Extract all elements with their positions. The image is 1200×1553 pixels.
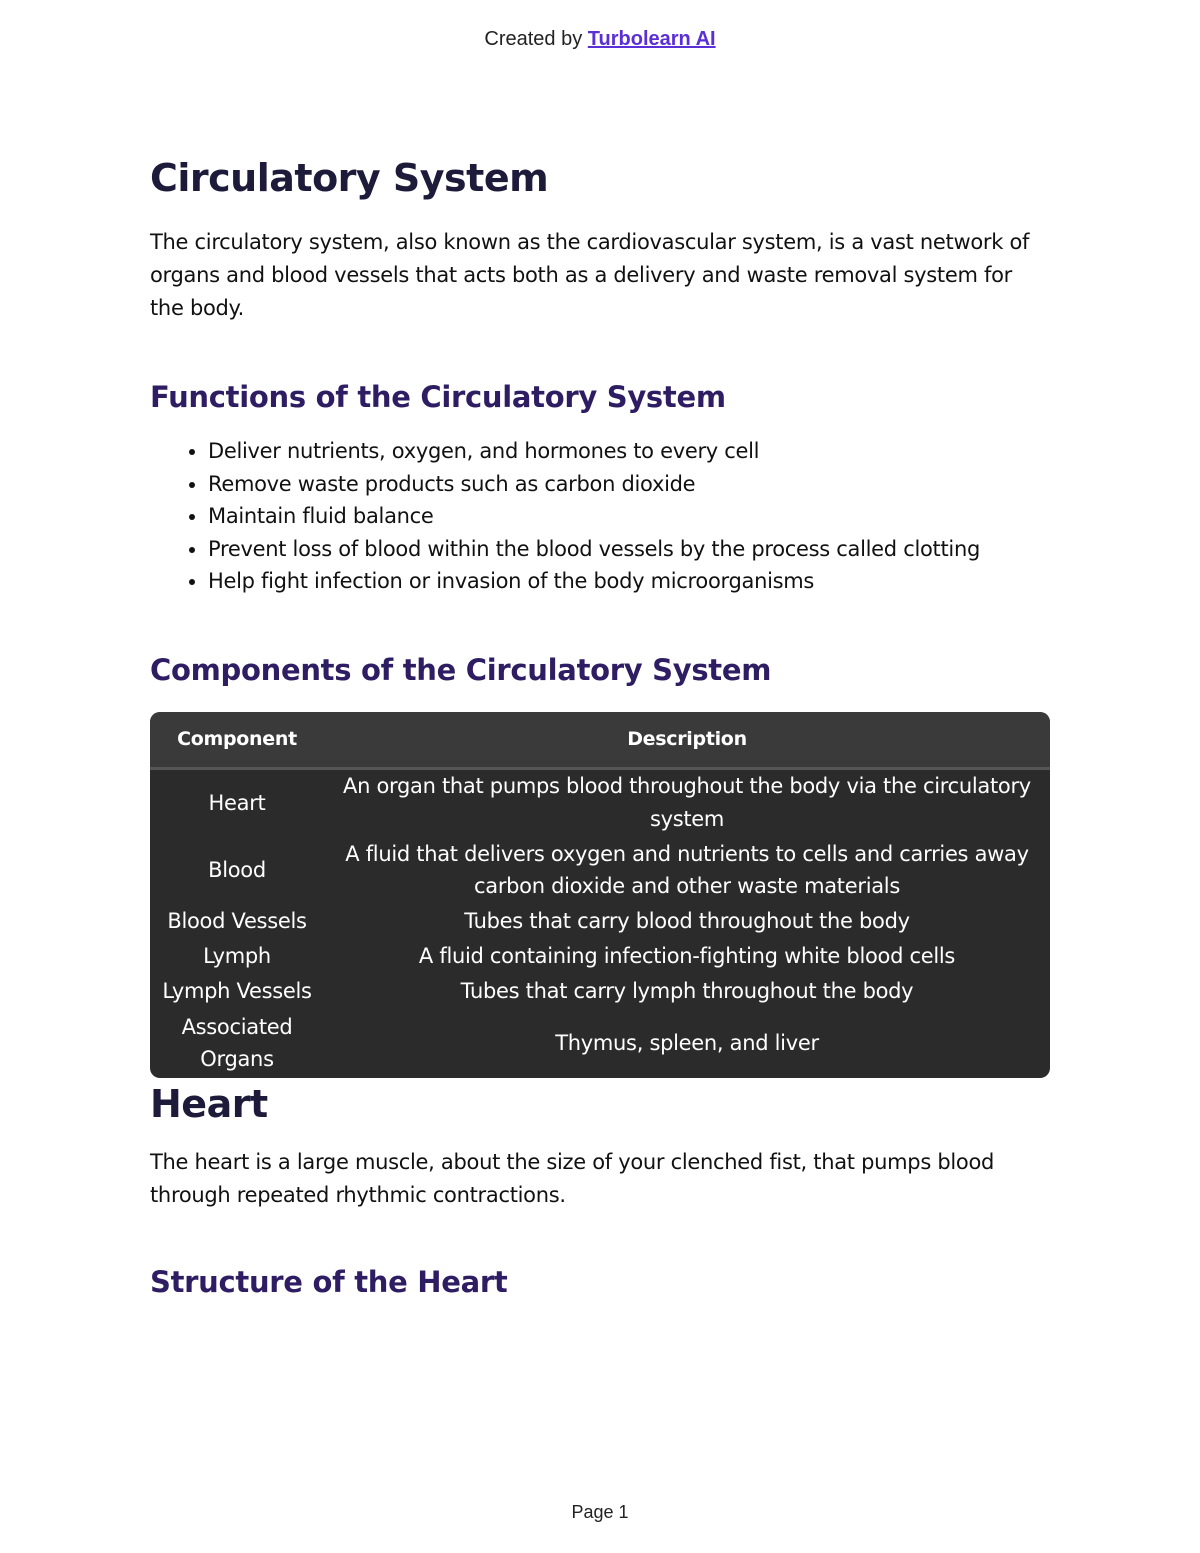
components-heading: Components of the Circulatory System [150, 652, 772, 687]
components-table-container [150, 712, 1050, 1078]
list-item: • Deliver nutrients, oxygen, and hormones to every cell [208, 435, 1050, 468]
page-title: Circulatory System [150, 156, 549, 200]
component-cell: Lymph [203, 944, 271, 969]
structure-heading: Structure of the Heart [150, 1264, 508, 1299]
page-header [0, 28, 1200, 51]
document-content [150, 150, 1050, 1302]
list-item: • Help fight infection or invasion of the body microorganisms [208, 565, 1050, 598]
components-table [150, 712, 1050, 1078]
functions-heading: Functions of the Circulatory System [150, 380, 726, 414]
component-cell: Lymph Vessels [162, 979, 312, 1004]
page-footer [0, 1502, 1200, 1523]
component-cell: Heart [208, 790, 266, 815]
component-cell: Associated Organs [181, 1014, 293, 1071]
table-row [150, 974, 1050, 1009]
heart-paragraph: The heart is a large muscle, about the size of your clenched fist, that pumps blood through repeated rhythmic contractions. [150, 1149, 995, 1207]
heart-title: Heart [150, 1081, 268, 1126]
list-item: • Maintain fluid balance [208, 500, 1050, 533]
description-cell: Thymus, spleen, and liver [555, 1030, 819, 1055]
component-cell: Blood [208, 857, 266, 882]
table-row [150, 836, 1050, 904]
list-item: • Prevent loss of blood within the blood vessels by the process called clotting [208, 533, 1050, 566]
description-cell: Tubes that carry lymph throughout the body [460, 979, 914, 1004]
table-row [150, 939, 1050, 974]
table-row [150, 768, 1050, 836]
component-cell: Blood Vessels [167, 909, 307, 934]
table-row [150, 1009, 1050, 1077]
turbolearn-link[interactable]: Turbolearn AI [587, 28, 716, 50]
description-cell: An organ that pumps blood throughout the body via the circulatory system [343, 774, 1031, 831]
functions-list [150, 435, 1050, 598]
created-by-label: Created by [484, 28, 583, 50]
table-row [150, 904, 1050, 939]
column-header-component: Component [150, 712, 324, 769]
description-cell: Tubes that carry blood throughout the body [464, 909, 910, 934]
description-cell: A fluid that delivers oxygen and nutrients to cells and carries away carbon dioxide and other waste materials [345, 841, 1029, 898]
description-cell: A fluid containing infection-fighting white blood cells [418, 944, 956, 969]
table-header-row [150, 712, 1050, 769]
column-header-description: Description [324, 712, 1050, 769]
intro-paragraph: The circulatory system, also known as the cardiovascular system, is a vast network of organs and blood vessels that acts both as a delivery and waste removal system for the body. [150, 230, 1030, 320]
list-item: • Remove waste products such as carbon dioxide [208, 468, 1050, 501]
page-number: Page 1 [571, 1502, 629, 1522]
